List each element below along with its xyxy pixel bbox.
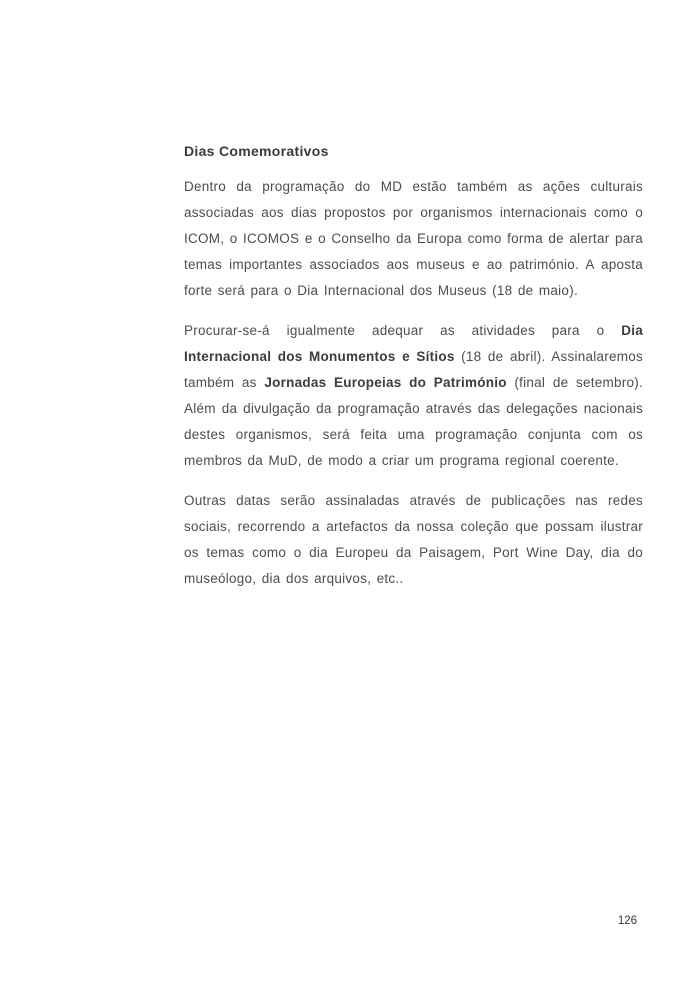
document-content: [184, 143, 643, 606]
paragraph: [184, 174, 643, 304]
bold-text-segment: Jornadas Europeias do Património: [264, 375, 507, 390]
paragraph: [184, 318, 643, 474]
text-segment: (final de setembro). Além da divulgação da programação através das delegações nacionais destes organismos, será feita uma programação conjunta com os membros da MuD, de modo a criar um programa regional coerente.: [184, 375, 643, 468]
document-body: [184, 174, 643, 592]
page-number: 126: [617, 915, 637, 927]
paragraph: [184, 488, 643, 592]
bold-text-segment: Dia Internacional dos Monumentos e Sítios: [184, 323, 643, 364]
text-segment: (18 de abril). Assinalaremos também as: [184, 349, 644, 390]
text-segment: Outras datas serão assinaladas através de publicações nas redes sociais, recorrendo a artefactos da nossa coleção que possam ilustrar os temas como o dia Europeu da Paisagem, Port Wine Day, dia do museólogo, dia dos arquivos, etc..: [184, 493, 643, 586]
section-heading: Dias Comemorativos: [184, 143, 329, 159]
text-segment: Procurar-se-á igualmente adequar as atividades para o: [184, 323, 622, 338]
text-segment: Dentro da programação do MD estão também as ações culturais associadas aos dias propostos por organismos internacionais como o ICOM, o ICOMOS e o Conselho da Europa como forma de alertar para temas importantes associados aos museus e ao património. A aposta forte será para o Dia Internacional dos Museus (18 de maio).: [184, 179, 643, 298]
